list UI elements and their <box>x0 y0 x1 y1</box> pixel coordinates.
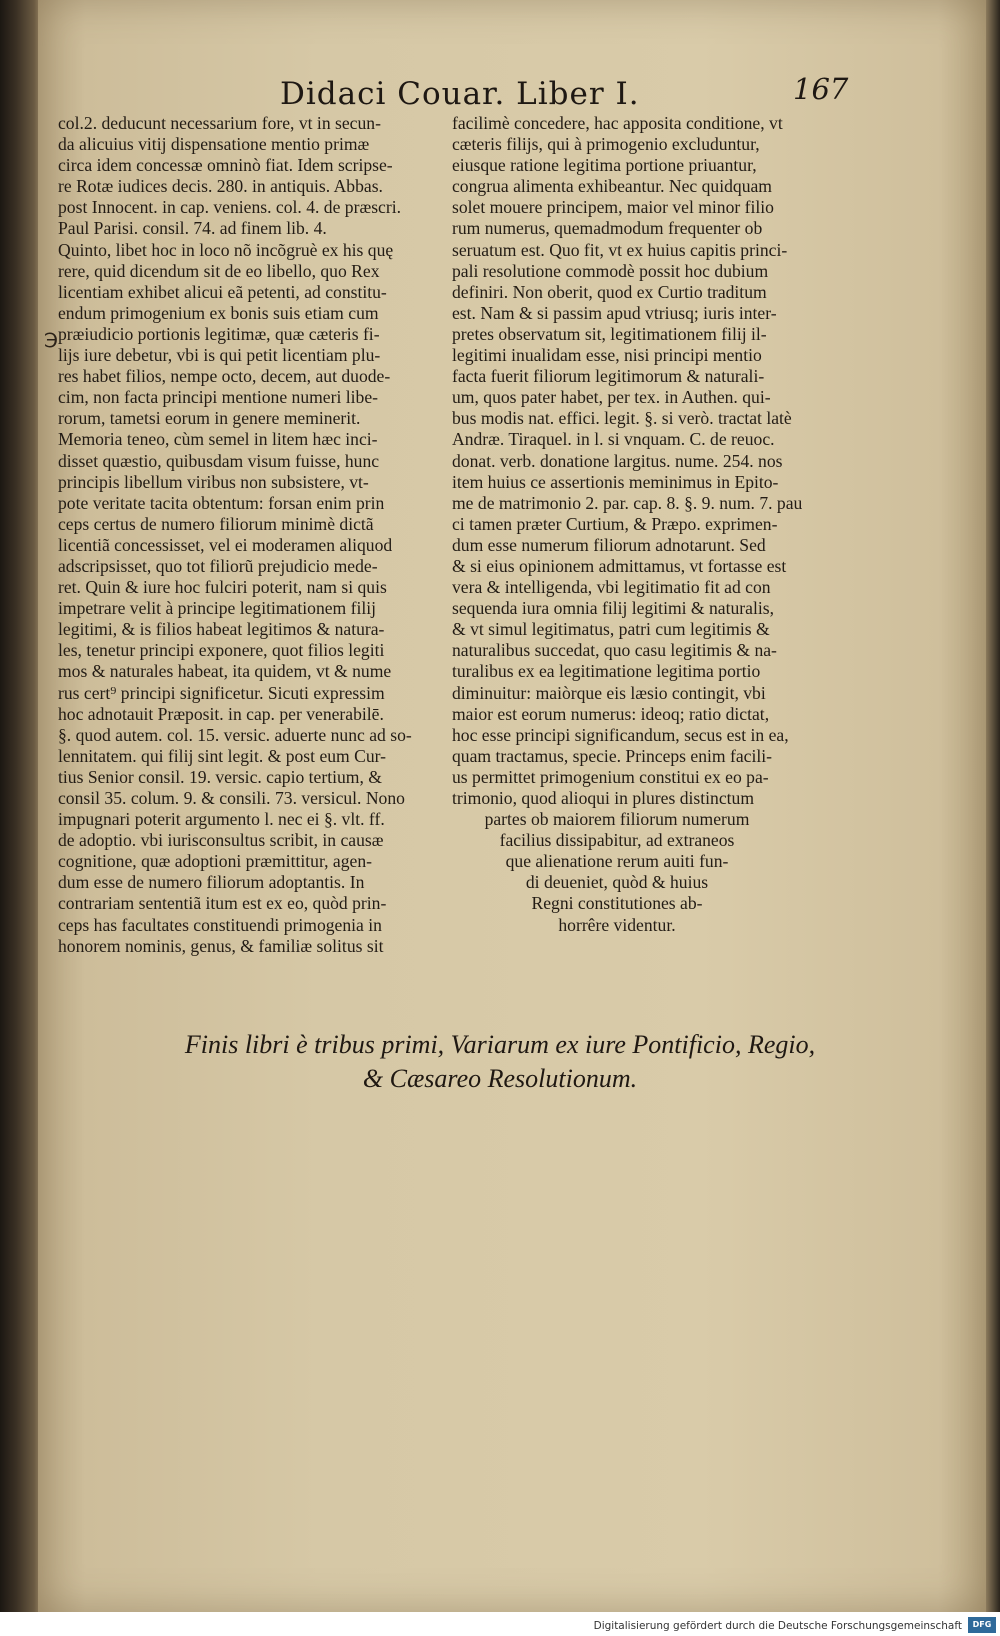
text-line: Regni constitutiones ab- <box>531 893 703 914</box>
text-line: impugnari poterit argumento l. nec ei §. vlt. ff. <box>58 809 385 830</box>
text-line: ceps certus de numero filiorum minimè dictã <box>58 513 374 534</box>
text-line: pretes observatum sit, legitimationem filij il- <box>452 323 767 344</box>
text-line: contrariam sententiã itum est ex eo, quòd prin- <box>58 893 387 914</box>
text-line: est. Nam & si passim apud vtriusq; iuris inter- <box>452 302 777 323</box>
running-head: Didaci Couar. Liber I. <box>280 76 640 112</box>
footer-bar <box>0 1612 1000 1636</box>
text-line: præiudicio portionis legitimæ, quæ cæteris fi- <box>58 323 380 344</box>
text-line: post Innocent. in cap. veniens. col. 4. de præscri. <box>58 197 401 218</box>
text-line: les, tenetur principi exponere, quot filios legiti <box>58 640 385 661</box>
text-line: congrua alimenta exhibeantur. Nec quidquam <box>452 176 772 197</box>
colophon-line-1: Finis libri è tribus primi, Variarum ex iure Pontificio, Regio, <box>184 1030 816 1059</box>
text-line: sequenda iura omnia filij legitimi & naturalis, <box>452 598 774 619</box>
text-line: legitimi inualidam esse, nisi principi mentio <box>452 345 762 366</box>
text-line: que alienatione rerum auiti fun- <box>505 851 729 872</box>
text-line: partes ob maiorem filiorum numerum <box>484 809 750 830</box>
text-line: dum esse de numero filiorum adoptantis. In <box>58 872 365 893</box>
text-line: rorum, tametsi eorum in genere meminerit. <box>58 408 361 429</box>
text-line: facilius dissipabitur, ad extraneos <box>499 830 735 851</box>
text-line: ceps has facultates constituendi primogenia in <box>58 914 382 935</box>
text-line: turalibus ex ea legitimatione legitima portio <box>452 661 761 682</box>
text-line: adscripsisset, quo tot filiorũ prejudicio mede- <box>58 555 378 576</box>
footer-credit: Digitalisierung gefördert durch die Deutsche Forschungsgemeinschaft <box>593 1620 962 1632</box>
text-line: re Rotæ iudices decis. 280. in antiquis. Abbas. <box>58 176 383 197</box>
text-line: hoc esse principi significandum, secus est in ea, <box>452 724 789 745</box>
text-line: trimonio, quod alioqui in plures distinctum <box>452 788 755 808</box>
text-line: item huius ce assertionis meminimus in Epito- <box>452 471 779 492</box>
text-line: vera & intelligenda, vbi legitimatio fit ad con <box>452 577 771 598</box>
text-line: dum esse numerum filiorum adnotarunt. Sed <box>452 534 766 555</box>
text-line: naturalibus succedat, quo casu legitimis & na- <box>452 640 777 661</box>
left-text-column <box>58 113 428 957</box>
text-line: quam tractamus, specie. Princeps enim facili- <box>452 745 772 766</box>
text-line: lijs iure debetur, vbi is qui petit licentiam plu- <box>58 345 381 366</box>
text-line: pote veritate tacita obtentum: forsan enim prin <box>58 492 385 513</box>
text-line: facilimè concedere, hac apposita conditione, vt <box>452 113 783 133</box>
text-line: diminuitur: maiòrque eis læsio contingit, vbi <box>452 682 766 703</box>
text-line: Memoria teneo, cùm semel in litem hæc inci- <box>58 429 378 450</box>
text-line: rum numerus, quemadmodum frequenter ob <box>452 218 763 239</box>
text-line: §. quod autem. col. 15. versic. aduerte nunc ad so- <box>58 724 412 745</box>
text-line: um, quos pater habet, per tex. in Authen. qui- <box>452 387 771 408</box>
text-line: licentiã concessisset, vel ei moderamen aliquod <box>58 534 393 555</box>
text-line: rere, quid dicendum sit de eo libello, quo Rex <box>58 260 380 281</box>
text-line: legitimi, & is filios habeat legitimos & natura- <box>58 619 385 640</box>
colophon-line-2: & Cæsareo Resolutionum. <box>362 1064 638 1093</box>
text-line: consil 35. colum. 9. & consili. 73. versicul. Nono <box>58 788 405 808</box>
text-line: disset quæstio, quibusdam visum fuisse, hunc <box>58 450 380 471</box>
text-line: endum primogenium ex bonis suis etiam cum <box>58 302 379 323</box>
text-line: cim, non facta principi mentione numeri libe- <box>58 387 379 408</box>
book-spine <box>0 0 40 1636</box>
text-line: solet mouere principem, maior vel minor filio <box>452 197 774 218</box>
page-edge <box>986 0 1000 1636</box>
text-line: pali resolutione commodè possit hoc dubium <box>452 260 769 281</box>
text-line: licentiam exhibet alicui eã petenti, ad constitu- <box>58 281 387 302</box>
text-line: me de matrimonio 2. par. cap. 8. §. 9. num. 7. pau <box>452 492 803 513</box>
text-line: & si eius opinionem admittamus, vt fortasse est <box>452 555 787 576</box>
text-line: mos & naturales habeat, ita quidem, vt & nume <box>58 661 392 682</box>
text-line: facta fuerit filiorum legitimorum & naturali- <box>452 366 765 387</box>
text-line: circa idem concessæ omninò fiat. Idem scripse- <box>58 155 393 176</box>
text-line: rus cert⁹ principi significetur. Sicuti expressim <box>58 682 385 703</box>
text-line: ret. Quin & iure hoc fulciri poterit, nam si quis <box>58 577 387 598</box>
text-line: impetrare velit à principe legitimationem filij <box>58 598 377 619</box>
folio-number: 167 <box>793 72 849 106</box>
text-line: tius Senior consil. 19. versic. capio tertium, & <box>58 766 382 787</box>
text-line: Paul Parisi. consil. 74. ad finem lib. 4. <box>58 218 327 239</box>
text-line: us permittet primogenium constitui ex eo pa- <box>452 766 769 787</box>
text-line: lennitatem. qui filij sint legit. & post eum Cur- <box>58 745 387 766</box>
text-line: res habet filios, nempe octo, decem, aut duode- <box>58 366 391 387</box>
text-line: hoc adnotauit Præposit. in cap. per venerabilē. <box>58 703 384 724</box>
text-line: Andræ. Tiraquel. in l. si vnquam. C. de reuoc. <box>452 429 775 450</box>
text-line: & vt simul legitimatus, patri cum legitimis & <box>452 619 770 640</box>
right-text-column <box>452 113 842 936</box>
text-line: horrêre videntur. <box>558 914 676 935</box>
text-line: honorem nominis, genus, & familiæ solitus sit <box>58 935 384 956</box>
text-line: de adoptio. vbi iurisconsultus scribit, in causæ <box>58 830 384 851</box>
margin-mark: ℈ <box>44 328 58 350</box>
text-line: col.2. deducunt necessarium fore, vt in secun- <box>58 113 381 133</box>
text-line: eiusque ratione legitima portione priuantur, <box>452 155 757 176</box>
text-line: di deueniet, quòd & huius <box>525 872 709 893</box>
text-line: ci tamen præter Curtium, & Præpo. exprimen- <box>452 513 778 534</box>
colophon <box>100 1028 900 1096</box>
text-line: cæteris filijs, qui à primogenio excluduntur, <box>452 134 760 155</box>
text-line: donat. verb. donatione largitus. nume. 254. nos <box>452 450 783 471</box>
text-line: bus modis nat. effici. legit. §. si verò. tractat latè <box>452 408 792 429</box>
text-line: maior est eorum numerus: ideoq; ratio dictat, <box>452 703 770 724</box>
text-line: da alicuius vitij dispensatione mentio primæ <box>58 134 370 155</box>
text-line: Quinto, libet hoc in loco nõ incõgruè ex his quę <box>58 239 394 260</box>
text-line: cognitione, quæ adoptioni præmittitur, agen- <box>58 851 372 872</box>
text-line: definiri. Non oberit, quod ex Curtio traditum <box>452 281 767 302</box>
text-line: seruatum est. Quo fit, vt ex huius capitis princi- <box>452 239 788 260</box>
dfg-logo-icon: DFG <box>968 1617 996 1633</box>
text-line: principis libellum viribus non subsistere, vt- <box>58 471 369 492</box>
